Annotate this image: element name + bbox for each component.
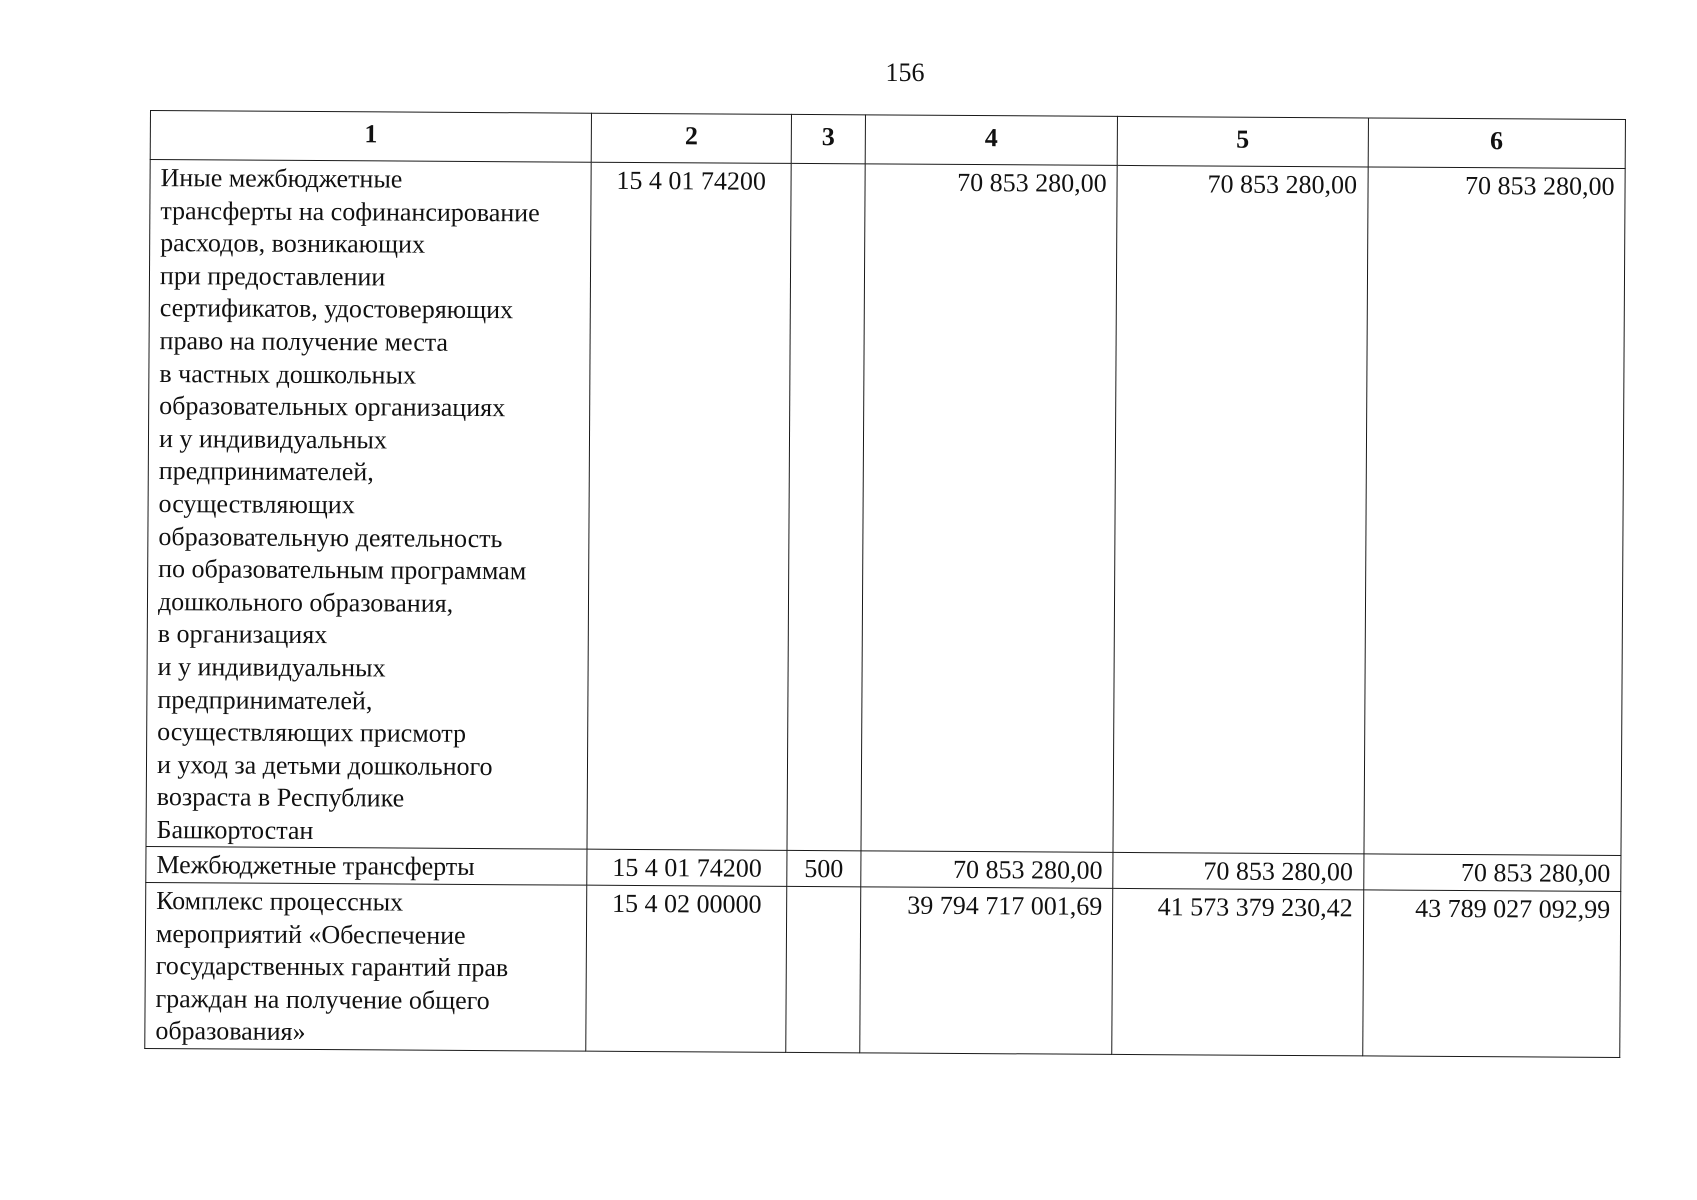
header-col-4: 4 [865, 115, 1118, 166]
row-name-line: в частных дошкольных [159, 358, 417, 390]
row-name-line: сертификатов, удостоверяющих [159, 293, 514, 325]
row-name-line: по образовательным программам [158, 554, 527, 586]
row-name-line: предпринимателей, [157, 684, 373, 715]
header-col-1: 1 [150, 111, 591, 163]
row-name-line: Башкортостан [156, 814, 314, 845]
row-name-line: трансферты на софинансирование [160, 195, 540, 227]
table-header-row [150, 111, 1625, 169]
row-name-line: Межбюджетные трансферты [156, 850, 475, 882]
row-type: 500 [787, 851, 861, 887]
row-value-col-5: 41 573 379 230,42 [1112, 888, 1363, 1055]
header-col-5: 5 [1117, 116, 1368, 167]
row-name [146, 847, 587, 885]
row-name [145, 883, 587, 1052]
row-name-line: и у индивидуальных [158, 423, 388, 455]
row-name-line: дошкольного образования, [157, 586, 454, 618]
row-code: 15 4 01 74200 [587, 162, 791, 851]
row-value-col-6: 70 853 280,00 [1364, 167, 1626, 856]
header-col-6: 6 [1368, 118, 1626, 169]
row-name-line: расходов, возникающих [160, 228, 426, 259]
budget-table [144, 110, 1626, 1058]
row-name-line: Иные межбюджетные [160, 163, 403, 194]
row-value-col-6: 43 789 027 092,99 [1362, 890, 1620, 1058]
row-value-col-5: 70 853 280,00 [1113, 853, 1364, 890]
row-name-line: в организациях [157, 619, 328, 650]
page-number: 156 [885, 58, 925, 87]
row-name-line: и уход за детьми дошкольного [156, 749, 493, 781]
row-name-line: осуществляющих [158, 488, 355, 520]
row-name [146, 160, 591, 850]
header-col-2: 2 [591, 113, 791, 163]
row-name-line: осуществляющих присмотр [157, 717, 467, 749]
row-name-line: Комплекс процессных [156, 886, 404, 917]
row-name-line: мероприятий «Обеспечение [155, 918, 466, 950]
row-name-line: при предоставлении [159, 260, 386, 292]
row-value-col-4: 70 853 280,00 [861, 164, 1118, 853]
row-code: 15 4 01 74200 [587, 850, 787, 887]
table-row [146, 160, 1625, 856]
row-value-col-5: 70 853 280,00 [1113, 165, 1368, 854]
row-code: 15 4 02 00000 [586, 885, 787, 1052]
row-name-line: возраста в Республике [156, 782, 405, 813]
row-name-line: право на получение места [159, 326, 449, 357]
row-name-line: государственных гарантий прав [155, 951, 509, 983]
row-value-col-4: 70 853 280,00 [861, 851, 1114, 888]
row-value-col-6: 70 853 280,00 [1363, 854, 1621, 891]
row-name-line: образовательных организациях [159, 391, 506, 423]
row-type [786, 886, 861, 1052]
row-name-line: образования» [155, 1016, 306, 1047]
row-value-col-4: 39 794 717 001,69 [860, 887, 1113, 1055]
row-name-line: предпринимателей, [158, 456, 374, 487]
table-row [145, 883, 1621, 1058]
header-col-3: 3 [791, 114, 865, 163]
row-type [787, 163, 865, 851]
row-name-line: граждан на получение общего [155, 983, 490, 1015]
row-name-line: образовательную деятельность [158, 521, 503, 553]
row-name-line: и у индивидуальных [157, 651, 386, 683]
